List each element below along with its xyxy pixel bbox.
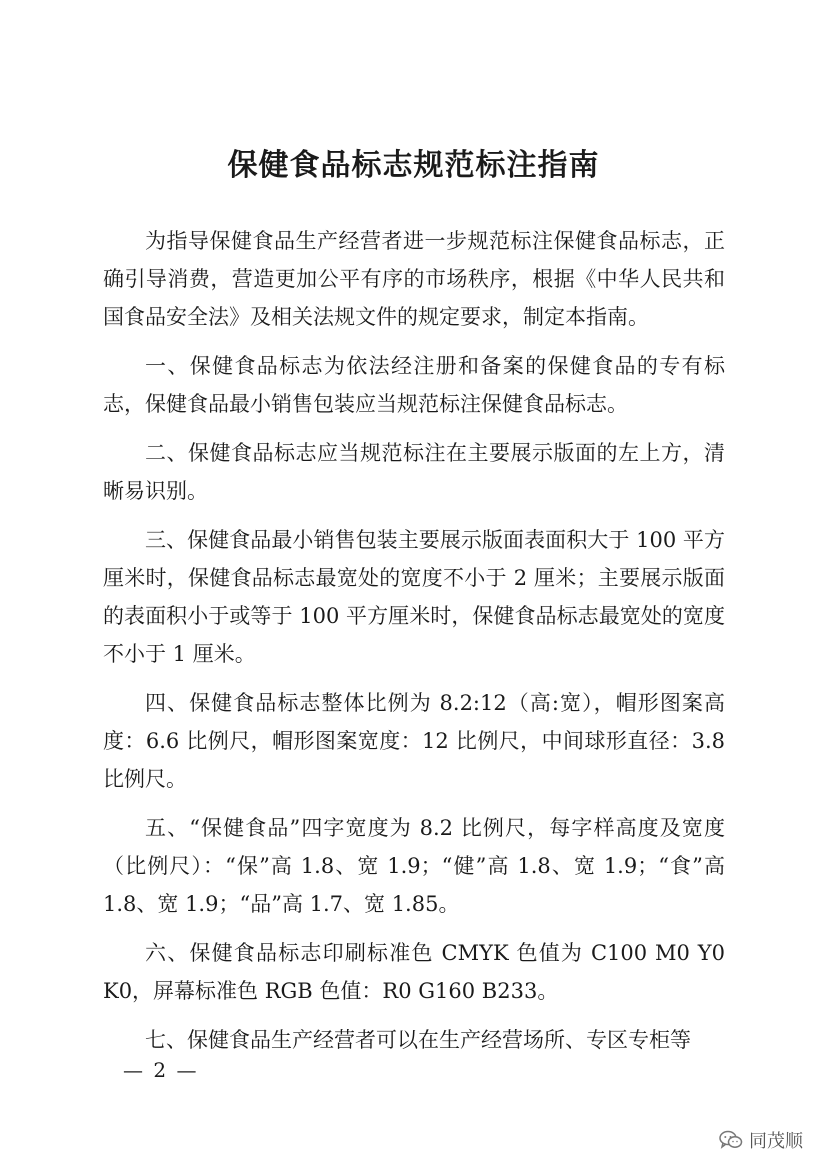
paragraph-article-4: 四、保健食品标志整体比例为 8.2:12（高:宽），帽形图案高度：6.6 比例尺，帽形图案宽度：12 比例尺，中间球形直径：3.8 比例尺。 [103, 691, 725, 791]
paragraph-preamble: 为指导保健食品生产经营者进一步规范标注保健食品标志，正确引导消费，营造更加公平有序的市场秩序，根据《中华人民共和国食品安全法》及相关法规文件的规定要求，制定本指南。 [103, 229, 725, 329]
paragraph-article-3: 三、保健食品最小销售包装主要展示版面表面积大于 100 平方厘米时，保健食品标志最宽处的宽度不小于 2 厘米；主要展示版面的表面积小于或等于 100 平方厘米时，保健食品标志最宽处的宽度不小于 1 厘米。 [103, 528, 725, 666]
document-body [103, 222, 725, 1070]
watermark-label: 同茂顺 [749, 1131, 803, 1152]
wechat-watermark [719, 1127, 803, 1153]
paragraph-article-7: 七、保健食品生产经营者可以在生产经营场所、专区专柜等 [145, 1028, 691, 1052]
wechat-icon [719, 1130, 743, 1150]
paragraph-article-1: 一、保健食品标志为依法经注册和备案的保健食品的专有标志，保健食品最小销售包装应当规范标注保健食品标志。 [103, 354, 725, 416]
paragraph-article-2: 二、保健食品标志应当规范标注在主要展示版面的左上方，清晰易识别。 [103, 441, 725, 503]
paragraph-article-5: 五、“保健食品”四字宽度为 8.2 比例尺，每字样高度及宽度（比例尺）：“保”高 1.8、宽 1.9；“健”高 1.8、宽 1.9；“食”高 1.8、宽 1.9；“品”高 1.7、宽 1.85。 [103, 816, 725, 916]
paragraph-article-6: 六、保健食品标志印刷标准色 CMYK 色值为 C100 M0 Y0 K0，屏幕标准色 RGB 色值：R0 G160 B233。 [103, 941, 725, 1003]
page-number: — 2 — [123, 1058, 199, 1082]
page-title: 保健食品标志规范标注指南 [227, 148, 600, 183]
